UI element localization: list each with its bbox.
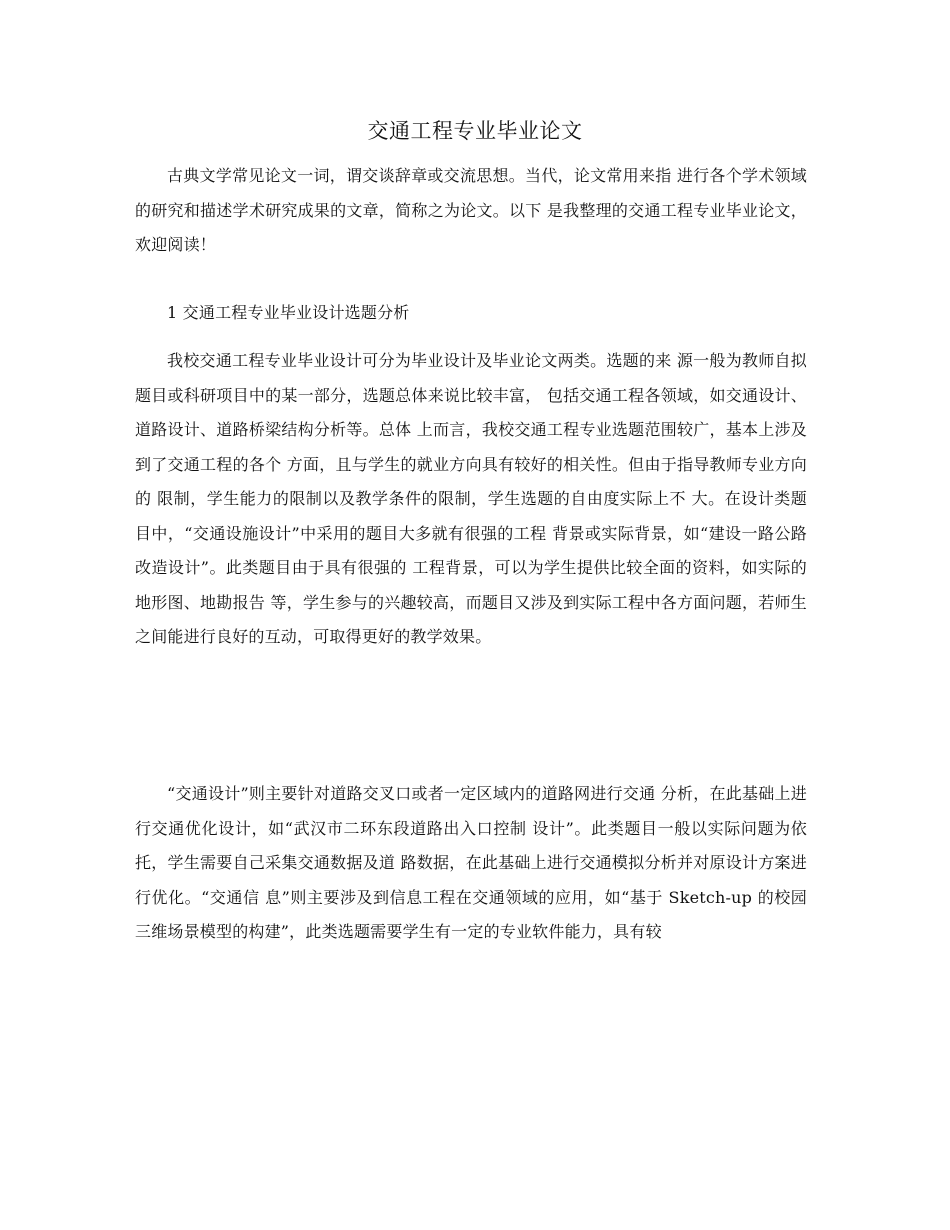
section-heading: 1 交通工程专业毕业设计选题分析: [167, 303, 410, 322]
body-paragraph-1: 我校交通工程专业毕业设计可分为毕业设计及毕业论文两类。选题的来 源一般为教师自拟题目或科研项目中的某一部分，选题总体来说比较丰富， 包括交通工程各领域，如交通设计、道路设计、道路桥梁结构分析等。总体 上而言，我校交通工程专业选题范围较广，基本上涉及到了交通工程的各个 方面，且与学生的就业方向具有较好的相关性。但由于指导教师专业方向的 限制，学生能力的限制以及教学条件的限制，学生选题的自由度实际上不 大。在设计类题目中，“交通设施设计”中采用的题目大多就有很强的工程 背景或实际背景，如“建设一路公路改造设计”。此类题目由于具有很强的 工程背景，可以为学生提供比较全面的资料，如实际的地形图、地勘报告 等，学生参与的兴趣较高，而题目又涉及到实际工程中各方面问题，若师生 之间能进行良好的互动，可取得更好的教学效果。: [135, 351, 807, 646]
body-paragraph-2: “交通设计”则主要针对道路交叉口或者一定区域内的道路网进行交通 分析，在此基础上进行交通优化设计，如“武汉市二环东段道路出入口控制 设计”。此类题目一般以实际问题为依托，学生需要自己采集交通数据及道 路数据，在此基础上进行交通模拟分析并对原设计方案进行优化。“交通信 息”则主要涉及到信息工程在交通领域的应用，如“基于 Sketch-up 的校园 三维场景模型的构建”，此类选题需要学生有一定的专业软件能力，具有较: [135, 784, 807, 941]
intro-paragraph: 古典文学常见论文一词，谓交谈辞章或交流思想。当代，论文常用来指 进行各个学术领域的研究和描述学术研究成果的文章，简称之为论文。以下 是我整理的交通工程专业毕业论文，欢迎阅读！: [135, 166, 807, 254]
page-title: 交通工程专业毕业论文: [367, 119, 583, 143]
